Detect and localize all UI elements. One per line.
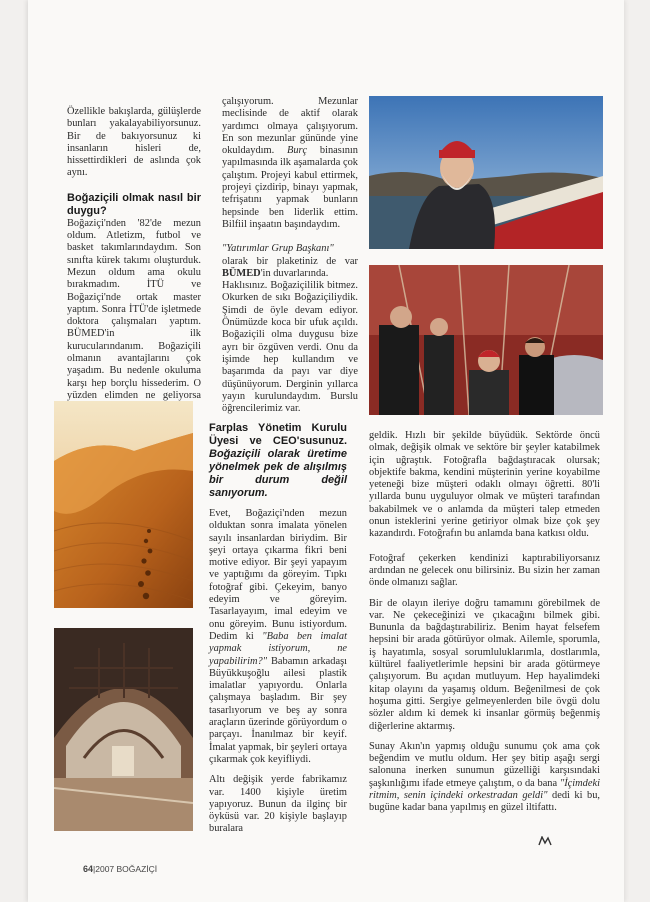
arched-hall-photo [54, 628, 193, 831]
footer-issue: 2007 BOĞAZİÇİ [95, 864, 158, 874]
end-mark-icon [538, 836, 552, 846]
question-heading-1: Boğaziçili olmak nasıl bir duygu? [67, 191, 201, 217]
ship-crew-photo [369, 265, 603, 415]
factories-paragraph: Altı değişik yerde fabrikamız var. 1400 kişiyle üretim yapıyoruz. Bunun da ilginç bir öyküsü var. 20 kişiyle başlayıp buralara [209, 774, 347, 835]
burc-paragraph: çalışıyorum. Mezunlar meclisinde de aktif olarak yardımcı olmaya çalışıyorum. En son mezunlar gününde yine okuldaydım. Burç binasının yapılmasında ilk aşamalarda çok çalıştım. Projeyi kabul ettirmek, projeyi çizdirip, binayı yapmak, tefrişatını yapmak bunların hepsinde ben liderlik ettim. Bilfiil inşaatın başındaydım. [222, 96, 358, 230]
desert-dune-photo [54, 401, 193, 608]
growth-paragraph: geldik. Hızlı bir şekilde büyüdük. Sektörde öncü olmak, değişik olmak ve sektöre bir şeyler katabilmek için uğraştık. Fotoğrafla bağdaştıracak olursak; objektife bakma, kendini müşterinin yerine koyabilme yeteneği bize müşteri odaklı olmayı öğretti. 80'li yıllarda bunu uyguluyor olmak ve müşteri tarafından bakabilmek ve o anlamda da müşteri talep etmeden onun isteklerini yerine getiriyor olmak bize çok şey kazandırdı. Fotoğrafın bu anlamda bana katkısı oldu. [369, 430, 600, 540]
footer-sep: | [93, 864, 96, 874]
column-1-text [67, 106, 201, 415]
sunay-akin-paragraph: Sunay Akın'ın yapmış olduğu sunumu çok ama çok beğendim ve mutlu oldum. Her şey bitip aşağı sergi salonuna inerken sunumun güzelliği karşısındaki şaşkınlığımı ifade etmeye çalıştım, o da bana "İçimdeki ritmim, senin içindeki orkestradan geldi" dedi ki bu, bugüne kadar bana yapılmış en güzel iltifattı. [369, 740, 600, 814]
plaque-line: olarak bir plaketiniz de var BÜMED'in duvarlarında. [222, 255, 358, 279]
fisherman-photo [369, 96, 603, 249]
farplas-question: Farplas Yönetim Kurulu Üyesi ve CEO'susunuz. Boğaziçili olarak üretime yönelmek pek de alışılmış bir durum değil sanıyorum. [209, 422, 347, 499]
magazine-page [28, 0, 624, 902]
photography-paragraph: Fotoğraf çekerken kendinizi kaptırabiliyorsanız ardından ne gelecek onu bilirsiniz. Bu sizin her zaman önde olmanızı sağlar. [369, 552, 600, 589]
column-2-top-text [222, 96, 358, 415]
intro-paragraph: Özellikle bakışlarda, gülüşlerde bunları yakalayabiliyorsunuz. Bir de bakıyorsunuz ki insanların hisleri de, hissettirdikleri de aslında çok aynı. [67, 106, 201, 179]
farplas-answer: Evet, Boğaziçi'nden mezun olduktan sonra imalata yönelen sayılı insanlardan biriydim. Bir şeyi ortaya çıkarma fikri beni motive ediyor. Bir şeyi yapayım ve yaptığımı da göreyim. Tıpkı fotoğraf gibi. Çekeyim, banyo edeyim ve göreyim. Tasarlayayım, imal edeyim ve onu göreyim. Bunu istiyordum. Dedim ki "Baba ben imalat yapmak istiyorum, ne yapabilirim?" Babamın arkadaşı Büyükkuşoğlu ailesi plastik imalatlar yapıyordu. Onlarla çalışmaya başladım. Bir şey tasarlıyorum ve beş ay sonra araçların üzerinde görüyordum o parçayı. İnanılmaz bir keyif. İmalat yapmak, bir şeyleri ortaya çıkarmak çok keyifliydi. [209, 508, 347, 765]
plaque-quote: "Yatırımlar Grup Başkanı" [222, 243, 334, 255]
page-number: 64 [83, 864, 94, 874]
bogazicili-paragraph: Haklısınız. Boğaziçililik bitmez. Okurken de sıkı Boğaziçiliydik. Şimdi de öyle devam ediyor. Önümüzde koca bir ufuk açıldı. Boğaziçili olma duygusu bize ayrı bir özgüven verdi. Onu da işimde hep kullandım ve başarımda da payı var diye düşünüyorum. Derginin yıllarca yayın kurulundaydım. Burslu öğrencilerimiz var. [222, 280, 358, 415]
column-3-text [369, 430, 600, 815]
answer-paragraph-1: Boğaziçi'nden '82'de mezun oldum. Atletizm, futbol ve basket takımlarındaydım. Son sınıfta kürek takımı oluşturduk. Mezun oldum ama okulu bırakmadım. İTÜ ve Boğaziçi'nde ortak master yaptım. Sonra İTÜ'de işletmede doktora çalışmaları yaptım. BÜMED'in ilk kurucularındanım. Boğaziçili olmanın avantajlarını çok yaşadım. Bu nedenle okuluma karşı hep borçlu hissederim. O yüzden elimden ne geliyorsa [67, 217, 201, 401]
column-2-bottom-text [209, 422, 347, 836]
page-footer [83, 864, 157, 874]
philosophy-paragraph: Bir de olayın ileriye doğru tamamını görebilmek de var. Ne çekeceğinizi ve çıkacağını bilmek gibi. Bununla da bağdaştırabiliriz. Benim hayat felsefem hepsini bir arada götürüyor olmak. Ailemle, sporumla, iş hayatımla, sosyal sorumluluklarımla, dostlarımla, kültürel faaliyetlerimle hepsini bir arada götürmeye çalışıyorum. Bu açıdan mutluyum. Hep hayalimdeki kitap olayını da yaşamış oldum. Beğenilmesi de çok hoşuma gitti. Sergiye gelmeyenlerden bile övgü dolu sözler aldım ki demek ki insanlar görmüş beğenmiş diğerlerine aktarmış. [369, 597, 600, 732]
